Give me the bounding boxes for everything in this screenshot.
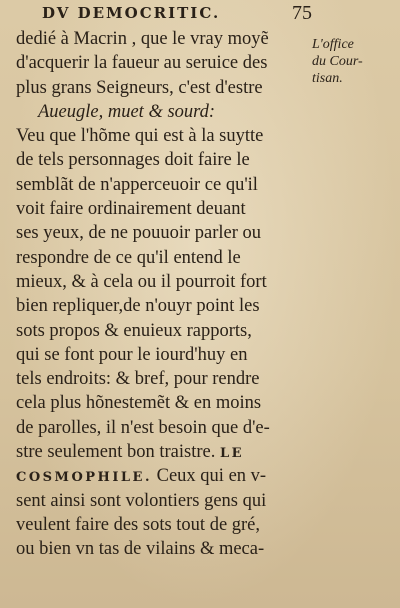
page-header	[42, 2, 312, 26]
text-line: dedié à Macrin , que le vray moyẽ	[16, 29, 269, 49]
text-line	[16, 464, 314, 488]
margin-note	[312, 36, 392, 87]
text-line: bien repliquer,de n'ouyr point les	[16, 296, 260, 317]
text-line: ou bien vn tas de vilains & meca-	[16, 539, 265, 560]
text-line: sent ainsi sont volontiers gens qui	[16, 490, 267, 511]
text-line: qui se font pour le iourd'huy en	[16, 344, 248, 365]
text-line: cela plus hõnestemẽt & en moins	[16, 393, 262, 414]
text-line: voit faire ordinairement deuant	[16, 199, 246, 220]
text-line: respondre de ce qu'il entend le	[16, 247, 241, 268]
text-line: sots propos & enuieux rapports,	[16, 320, 252, 341]
text-line: d'acquerir la faueur au seruice des	[16, 53, 268, 74]
text-line: veulent faire des sots tout de gré,	[16, 514, 261, 535]
text-line: de parolles, il n'est besoin que d'e-	[16, 417, 270, 438]
text-line: mieux, & à cela ou il pourroit fort	[16, 271, 267, 292]
margin-note-line: L'office	[312, 37, 354, 52]
small-caps-speaker: COSMOPHILE.	[16, 470, 152, 486]
body-text	[16, 27, 314, 562]
text-line	[16, 440, 314, 464]
text-line: ses yeux, de ne pouuoir parler ou	[16, 223, 262, 244]
margin-note-line: tisan.	[312, 71, 343, 86]
small-caps-text: LE	[219, 446, 245, 462]
page-number: 75	[292, 2, 312, 24]
running-title: DV DEMOCRITIC.	[42, 4, 221, 22]
text-fragment: stre seulement bon traistre.	[16, 442, 216, 463]
text-line: Veu que l'hõme qui est à la suytte	[16, 126, 264, 147]
text-line: tels endroits: & bref, pour rendre	[16, 369, 260, 390]
italic-heading-line: Aueugle, muet & sourd:	[38, 101, 216, 122]
text-line: semblãt de n'apperceuoir ce qu'il	[16, 174, 258, 195]
text-line: plus grans Seigneurs, c'est d'estre	[16, 77, 263, 98]
text-fragment: Ceux qui en v-	[156, 466, 267, 487]
margin-note-line: du Cour-	[312, 54, 363, 69]
text-line: de tels personnages doit faire le	[16, 150, 250, 171]
